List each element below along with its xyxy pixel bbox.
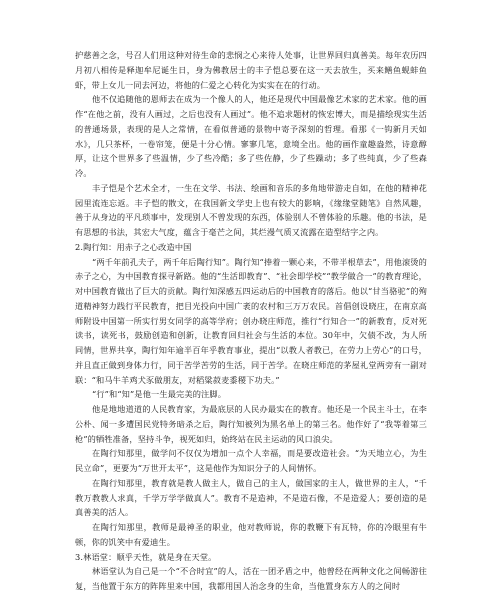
section-heading: 2.陶行知：用赤子之心改造中国 (75, 241, 192, 252)
paragraph: 在陶行知那里，教师是最神圣的职业，他对教师说，你的教鞭下有瓦特，你的冷眼里有牛顿，你的饥笑中有爱迪生。 (75, 522, 427, 547)
document-body (75, 48, 427, 594)
paragraph: 林语堂认为自己是一个“不合时宜”的人，活在一团矛盾之中，他曾经在两种文化之间畅游往复，当他置于东方的阵阵里来中国，我都用国人治念身的生命，当他置身东方人的之间时 (75, 566, 427, 591)
paragraph: “两千年前孔夫子，两千年后陶行知”。陶行知“捧着一颗心来，不带半根草去”，用他滚烫的赤子之心，为中国教育探寻新路。他的“生活即教育”、“社会即学校”“教学做合一”的教育理论，对中国教育做出了巨大的贡献。陶行知深感五四运动后的中国教育的落后。他以“甘当骆驼”的殉道精神努力践行平民教育，把目光投向中国广袤的农村和三万万农民。首倡创设晓庄，在南京高师附设中国第一所实行男女同学的高等学府；创办晓庄师范，推行“行知合一”的新教育，反对死读书，读死书，鼓励创造和创新，让教育回归社会与生活的本位。30年中，欠债不改，为人所同情，世界共享，陶行知年逾半百年乎教育事业，提出“以教人者教已，在劳力上劳心”的口号，并且直正做到身体力行，同于苦学苦劳的生活，同于苦学。在晓庄师范的茅屋礼堂两旁有一副对联：“和马牛羊鸡犬豕做朋友，对稻粱菽麦黍稷下功夫。” (75, 256, 427, 385)
paragraph: 在陶行知那里，做学问不仅仅为增加一点个人幸福，而是要改造社会。“为天地立心，为生民立命”，更要为“万世开太平”，这是他作为知识分子的人间情怀。 (75, 448, 427, 473)
paragraph: “行”和“知”是他一生最完美的注脚。 (92, 389, 227, 400)
paragraph: 护慈善之念，号召人们用这种对待生命的悲悯之心来待人处事，让世界回归真善美。每年农历四月初八相传是释迦牟尼诞生日，身为佛教居士的丰子恺总要在这一天去放生，买来鳝鱼蚬蚌鱼虾，带上女儿一同去河边，将他的仁爱之心转化为实实在在的行动。 (75, 50, 427, 90)
paragraph: 他是地地道道的人民教育家，为最底层的人民办最实在的教育。他还是一个民主斗士，在李公朴、闻一多遭国民党特务暗杀之后，陶行知被列为黑名单上的第三名。他作好了“我等着第三枪”的牺牲准备，坚持斗争，视死如归，始终站在民主运动的风口浪尖。 (75, 404, 427, 444)
paragraph: 他不仅追随他的恩师去在成为一个像人的人，他还是现代中国最像艺术家的艺术家。他的画作“在他之前，没有人画过，之后也没有人画过”。他不追求题材的恢宏博大，而是描绘现实生活的普通场景，表现的是人之常情，在看似普通的景物中寄予深刻的哲理。看那《一钩新月天如水》，几只茶杯，一卷帘笼，便是十分心情。寥寥几笔，意境全出。他的画作童趣盎然，诗意醇厚，让这个世界多了些温情，少了些冷酷；多了些佐静，少了些躁动；多了些纯真，少了些森冷。 (75, 94, 427, 178)
paragraph: 在陶行知那里，教育就是教人做主人，做自己的主人，做国家的主人，做世界的主人，“千教万教教人求真，千学万学学做真人”。教育不是造神，不是造石像，不是造爱人；要创造的是真善美的活人。 (75, 477, 427, 518)
section-heading: 3.林语堂：顺乎天性，就是身在天堂。 (75, 551, 217, 562)
paragraph: 丰子恺是个艺术全才，一生在文学、书法、绘画和音乐的多角地带游走自如，在他的精神花园里流连忘返。丰子恺的散文，在我国新文学史上也有较大的影响，《缘缘堂随笔》自然风趣，善于从身边的平凡琐事中，发现别人不曾发现的东西，体验别人不曾体验的乐趣。他的书法，是有思想的书法，其宏大气度，蕴含于毫芒之间，其烂漫气质又流露在造型结字之内。 (75, 182, 427, 237)
